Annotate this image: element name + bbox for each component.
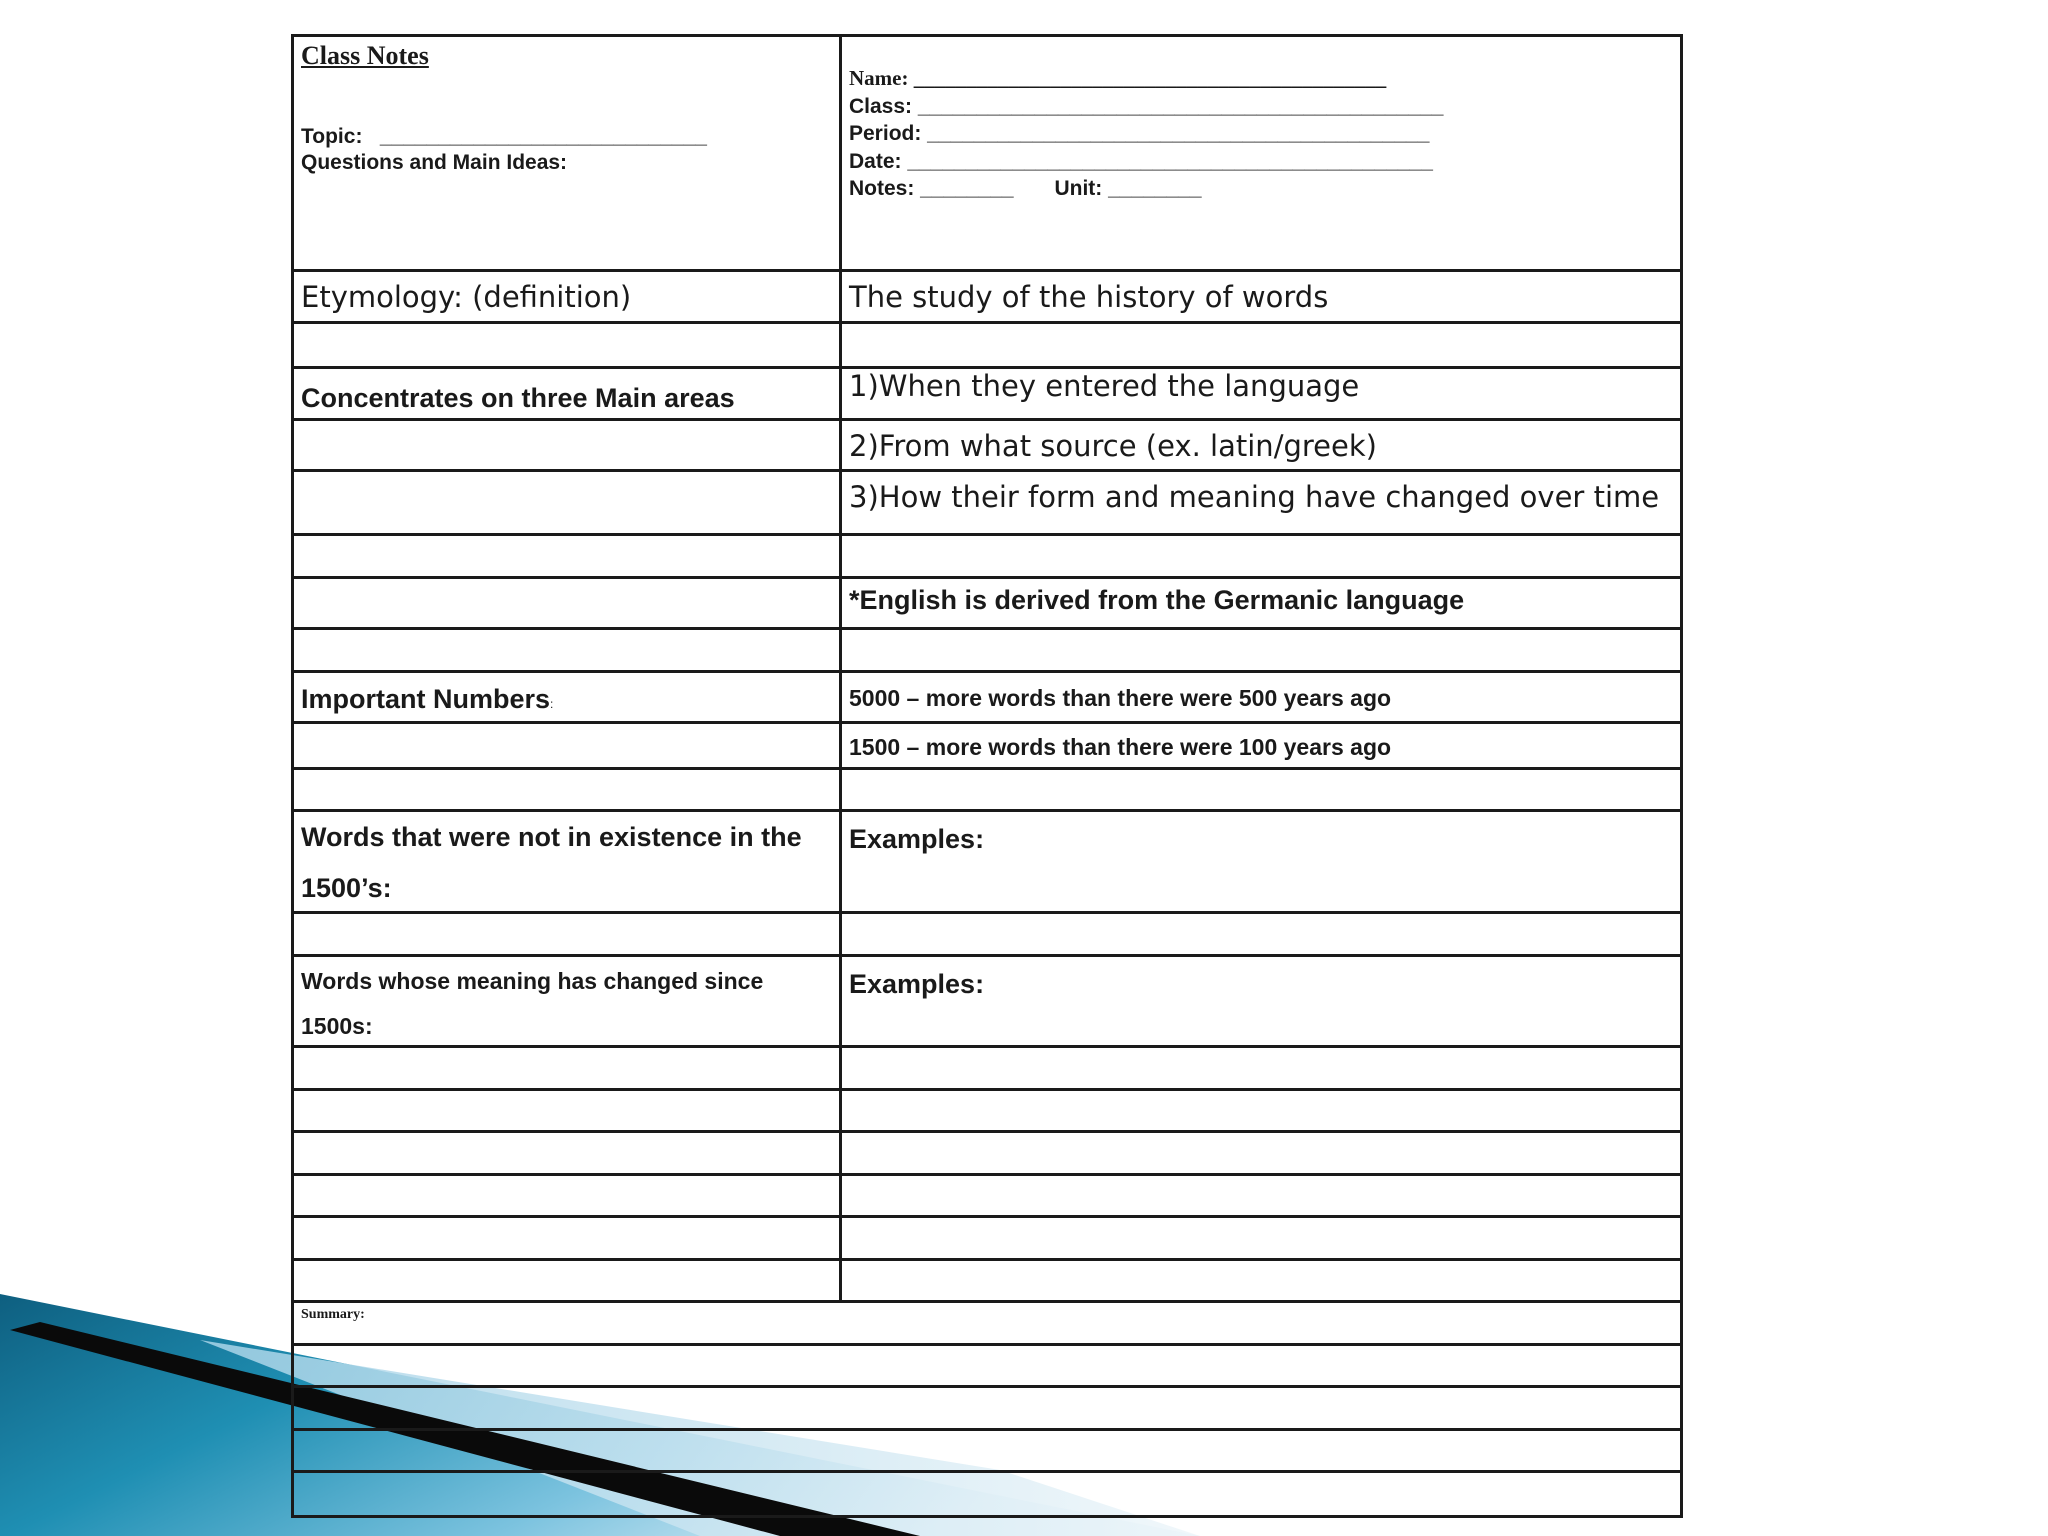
table-row — [294, 1045, 1680, 1088]
table-row — [294, 627, 1680, 670]
table-row — [294, 1215, 1680, 1258]
number-fact-1: 5000 – more words than there were 500 years ago — [849, 685, 1392, 711]
questions-heading: Questions and Main Ideas: — [301, 151, 568, 174]
table-row — [294, 533, 1680, 576]
name-field: Name: _____________________________________________ — [849, 66, 1387, 90]
table-row — [294, 670, 1680, 721]
table-row — [294, 576, 1680, 627]
table-row — [294, 366, 1680, 418]
summary-row — [294, 1300, 1680, 1343]
changed-words-label-line-1: Words whose meaning has changed since — [301, 968, 764, 994]
table-row — [294, 1088, 1680, 1130]
area-item-1: 1)When they entered the language — [849, 369, 1360, 403]
student-info-fields — [849, 65, 1443, 203]
summary-line — [294, 1343, 1680, 1385]
table-row — [294, 1130, 1680, 1173]
class-notes-title: Class Notes — [301, 41, 429, 70]
table-row — [294, 809, 1680, 911]
etymology-label: Etymology: (definition) — [301, 280, 632, 314]
header-left-cell — [294, 37, 839, 269]
summary-line — [294, 1470, 1680, 1518]
number-fact-2: 1500 – more words than there were 100 years ago — [849, 734, 1392, 760]
area-item-3: 3)How their form and meaning have changed over time — [849, 480, 1660, 514]
new-words-label-line-1: Words that were not in existence in the — [301, 822, 802, 852]
changed-words-label-line-2: 1500s: — [301, 1013, 373, 1039]
class-field: Class: _____________________________________________ — [849, 94, 1444, 118]
period-field: Period: ___________________________________________ — [849, 122, 1430, 145]
changed-words-examples-label: Examples: — [849, 969, 985, 999]
summary-line — [294, 1428, 1680, 1470]
main-areas-label: Concentrates on three Main areas — [301, 383, 735, 413]
header-right-cell — [839, 37, 1680, 269]
table-row — [294, 954, 1680, 1045]
table-row — [294, 469, 1680, 533]
etymology-definition: The study of the history of words — [849, 280, 1329, 314]
summary-label: Summary: — [301, 1307, 365, 1322]
table-row — [294, 321, 1680, 366]
important-numbers-text: Important Numbers — [301, 684, 551, 714]
table-row — [294, 767, 1680, 809]
table-row — [294, 418, 1680, 469]
topic-field: Topic: ____________________________ — [301, 125, 707, 148]
table-row — [294, 1173, 1680, 1215]
area-item-2: 2)From what source (ex. latin/greek) — [849, 429, 1377, 463]
table-row — [294, 911, 1680, 954]
important-numbers-label — [301, 684, 553, 715]
table-row — [294, 721, 1680, 767]
header-row — [294, 37, 1680, 269]
new-words-examples-label: Examples: — [849, 824, 985, 854]
important-numbers-colon: : — [550, 697, 554, 711]
new-words-label-line-2: 1500’s: — [301, 873, 392, 903]
class-notes-sheet — [291, 34, 1683, 1518]
date-field: Date: _____________________________________________ — [849, 149, 1433, 173]
english-origin-note: *English is derived from the Germanic language — [849, 585, 1465, 615]
table-row — [294, 1258, 1680, 1300]
summary-line — [294, 1385, 1680, 1428]
notes-unit-field: Notes: ________ Unit: ________ — [849, 177, 1202, 200]
table-row — [294, 269, 1680, 321]
